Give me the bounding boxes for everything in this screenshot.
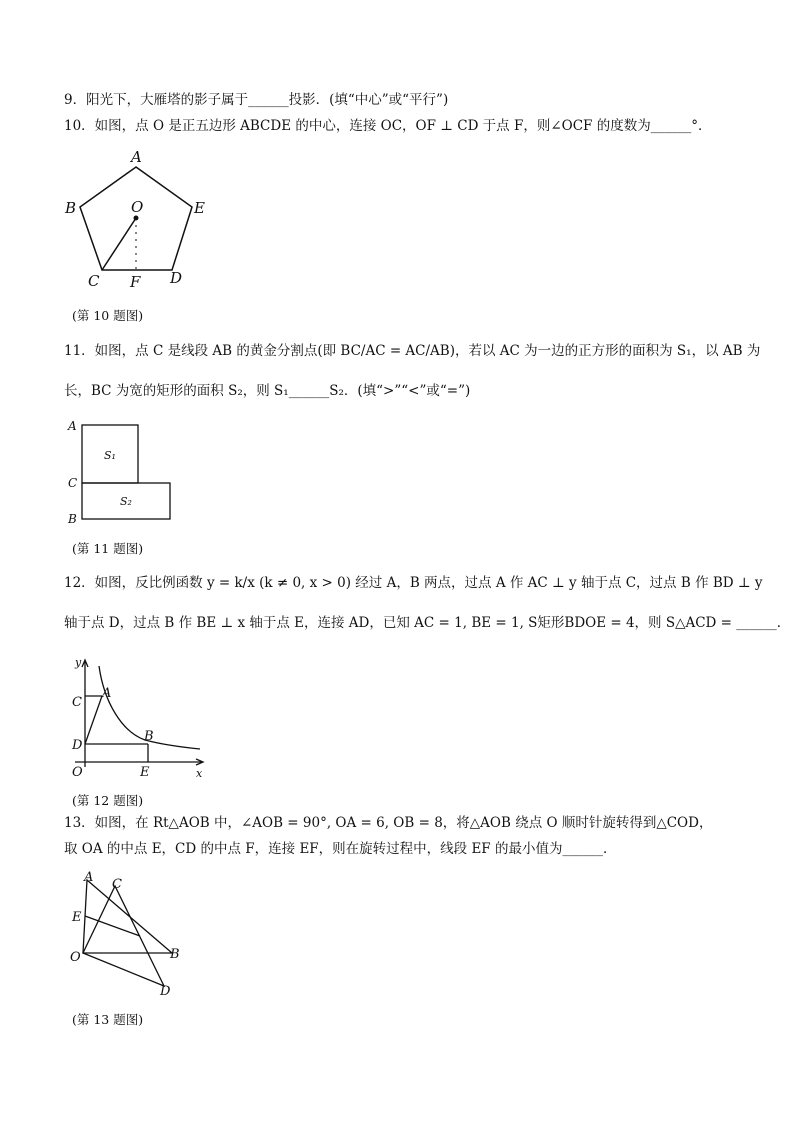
q10-caption: (第 10 题图)	[72, 308, 144, 323]
q12-label-d: D	[72, 738, 83, 753]
q12-text-line2: 轴于点 D，过点 B 作 BE ⊥ x 轴于点 E，连接 AD，已知 AC = 1, BE = 1, S矩形BDOE = 4，则 S△ACD = ______．	[64, 615, 791, 631]
q12-caption: (第 12 题图)	[72, 793, 144, 808]
q11-text-line1: 11．如图，点 C 是线段 AB 的黄金分割点(即 BC/AC = AC/AB)，若以 AC 为一边的正方形的面积为 S₁，以 AB 为	[64, 343, 761, 359]
q9-text: 9．阳光下，大雁塔的影子属于______投影．(填“中心”或“平行”)	[64, 92, 449, 108]
q12-label-y: y	[75, 656, 82, 669]
q12-label-e: E	[140, 765, 150, 780]
q12-label-x: x	[196, 767, 203, 780]
q12-label-o: O	[72, 765, 83, 780]
q12-label-b: B	[144, 729, 154, 744]
q10-label-d: D	[170, 269, 183, 287]
q13-rotation-figure	[60, 868, 190, 1003]
q13-label-c: C	[112, 877, 122, 892]
q11-label-b: B	[68, 512, 77, 526]
q13-text-line2: 取 OA 的中点 E，CD 的中点 F，连接 EF，则在旋转过程中，线段 EF 的最小值为______．	[64, 841, 617, 857]
q13-label-e: E	[72, 910, 82, 925]
q10-label-o: O	[131, 198, 144, 216]
q11-text-line2: 长，BC 为宽的矩形的面积 S₂，则 S₁______S₂．(填“>”“<”或“=”)	[64, 383, 471, 399]
q10-label-c: C	[88, 272, 100, 290]
q12-text-line1: 12．如图，反比例函数 y = k/x (k ≠ 0, x > 0) 经过 A，B 两点，过点 A 作 AC ⊥ y 轴于点 C，过点 B 作 BD ⊥ y	[64, 575, 763, 591]
q13-label-a: A	[84, 870, 94, 885]
q10-pentagon-figure	[60, 145, 220, 295]
q10-segment-oc	[102, 218, 136, 270]
q10-text: 10．如图，点 O 是正五边形 ABCDE 的中心，连接 OC，OF ⊥ CD 于点 F，则∠OCF 的度数为______°．	[64, 118, 712, 134]
q12-segment-ad	[85, 696, 102, 744]
q12-label-a: A	[102, 686, 112, 701]
q12-label-c: C	[72, 695, 82, 710]
q11-rectangles-figure	[60, 415, 190, 530]
q11-caption: (第 11 题图)	[72, 541, 144, 556]
q13-label-d: D	[160, 984, 171, 999]
q11-label-s1: S₁	[104, 449, 116, 462]
q10-label-a: A	[131, 148, 142, 166]
q13-text-line1: 13．如图，在 Rt△AOB 中，∠AOB = 90°, OA = 6, OB = 8，将△AOB 绕点 O 顺时针旋转得到△COD，	[64, 815, 713, 831]
q11-label-c: C	[68, 476, 78, 490]
q10-center-point	[134, 216, 139, 221]
q10-label-b: B	[65, 199, 77, 217]
q13-triangle-aob	[83, 880, 172, 953]
q13-label-b: B	[170, 947, 180, 962]
q11-label-s2: S₂	[120, 495, 132, 508]
q11-label-a: A	[68, 419, 77, 433]
q13-label-o: O	[70, 950, 81, 965]
q10-label-f: F	[130, 273, 141, 291]
q12-hyperbola-figure	[60, 652, 210, 782]
q10-label-e: E	[194, 199, 205, 217]
q13-caption: (第 13 题图)	[72, 1012, 144, 1027]
